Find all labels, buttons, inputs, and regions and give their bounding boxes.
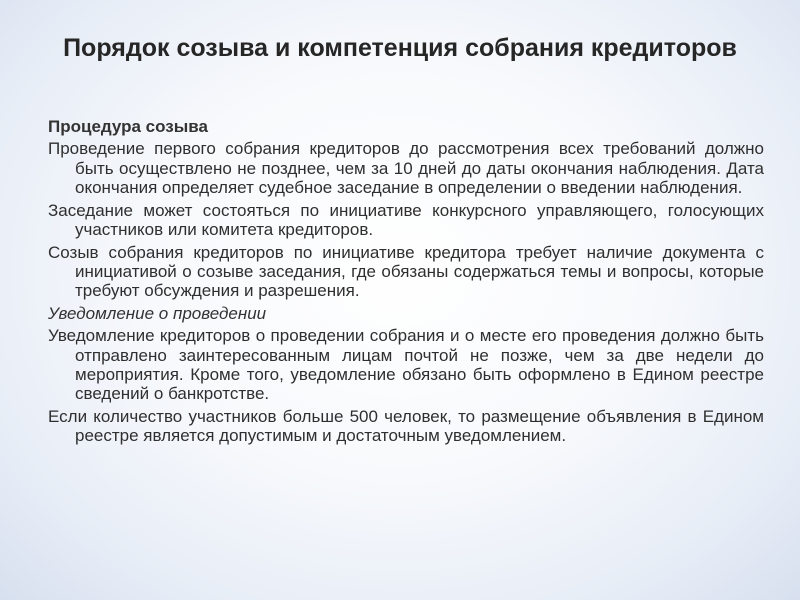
paragraph-registry: Если количество участников больше 500 человек, то размещение объявления в Едином реестре является допустимым и достаточным уведомлением. bbox=[48, 407, 764, 446]
paragraph-first-meeting: Проведение первого собрания кредиторов до рассмотрения всех требований должно быть осуществлено не позднее, чем за 10 дней до даты окончания наблюдения. Дата окончания определяет судебное заседание в определении о введении наблюдения. bbox=[48, 139, 764, 197]
slide-content bbox=[48, 117, 764, 449]
section-heading: Процедура созыва bbox=[48, 117, 208, 136]
slide-title: Порядок созыва и компетенция собрания кредиторов bbox=[63, 34, 737, 62]
subheading-notification: Уведомление о проведении bbox=[48, 304, 267, 324]
paragraph-meeting-initiative: Заседание может состояться по инициативе конкурсного управляющего, голосующих участников или комитета кредиторов. bbox=[48, 200, 764, 239]
paragraph-creditor-initiative: Созыв собрания кредиторов по инициативе кредитора требует наличие документа с инициативой о созыве заседания, где обязаны содержаться темы и вопросы, которые требуют обсуждения и разрешения. bbox=[48, 242, 764, 301]
paragraph-notification: Уведомление кредиторов о проведении собрания и о месте его проведения должно быть отправлено заинтересованным лицам почтой не позже, чем за две недели до мероприятия. Кроме того, уведомление обязано быть оформлено в Едином реестре сведений о банкротстве. bbox=[48, 326, 764, 404]
